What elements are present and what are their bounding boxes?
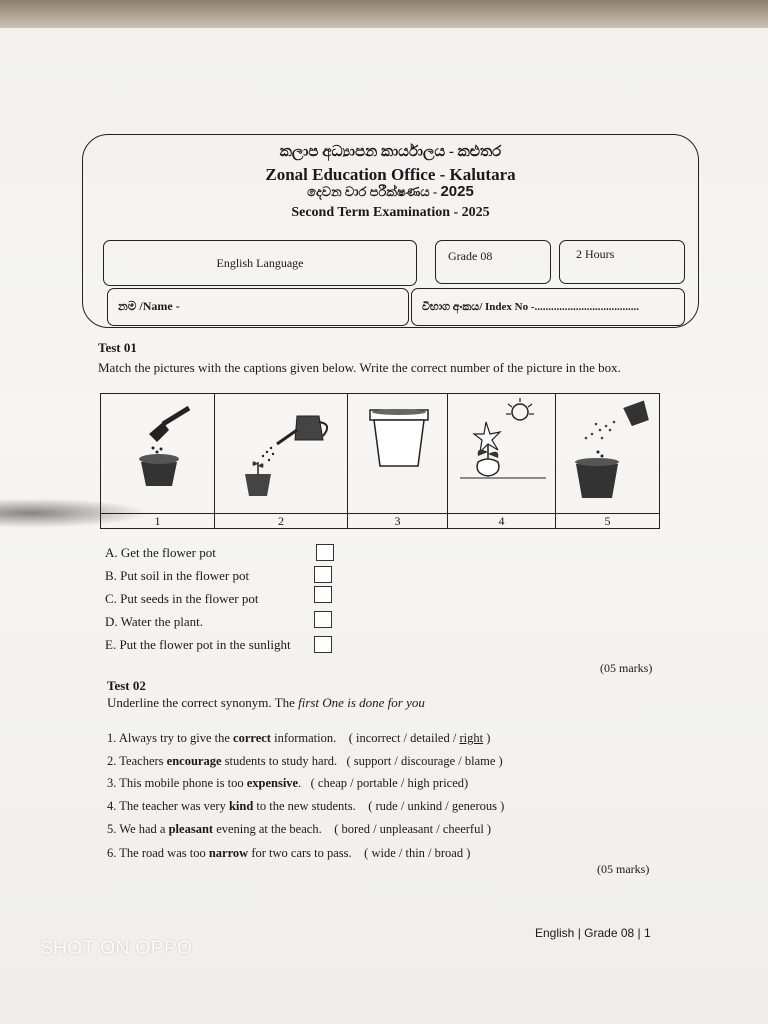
empty-flower-pot-icon	[348, 394, 447, 514]
question-text: Always try to give the	[118, 731, 234, 745]
office-title: Zonal Education Office - Kalutara	[265, 165, 516, 184]
question-text: .	[298, 776, 302, 790]
question-text: evening at the beach.	[213, 822, 322, 836]
sinhala-term-text: දෙවන වාර පරීක්ෂණය -	[307, 184, 438, 199]
question-text: The teacher was very	[119, 799, 229, 813]
duration-label: 2 Hours	[576, 247, 615, 261]
caption-a: A. Get the flower pot	[105, 545, 216, 560]
trowel-soil-pot-icon	[101, 394, 214, 514]
question-text: The road was too	[119, 846, 209, 860]
question-text: This mobile phone is too	[119, 776, 247, 790]
question-number: 2.	[107, 754, 120, 768]
question-number: 5.	[107, 822, 120, 836]
seeds-pot-icon	[556, 394, 659, 514]
exam-year: 2025	[440, 183, 474, 200]
answer-box-a[interactable]	[316, 544, 334, 561]
index-label: විභාග අංකය/ Index No -......................................	[422, 301, 640, 313]
key-word: encourage	[166, 754, 222, 768]
subject-label: English Language	[216, 256, 304, 270]
options: )	[483, 731, 491, 745]
question-number: 1.	[107, 731, 119, 745]
question-text: information.	[270, 731, 337, 745]
exam-title: Second Term Examination - 2025	[291, 205, 490, 220]
caption-d: D. Water the plant.	[105, 614, 203, 629]
key-word: expensive	[246, 776, 299, 790]
picture-number: 2	[215, 513, 347, 528]
index-number-field[interactable]	[411, 288, 685, 326]
instruction-italic: first One is done for you	[298, 695, 425, 710]
key-word: correct	[233, 731, 271, 745]
question-1	[107, 731, 490, 746]
sinhala-office-title: කලාප අධ්‍යාපන කාර්යාලය - කළුතර	[279, 144, 502, 160]
question-number: 6.	[107, 846, 120, 860]
picture-5	[556, 394, 659, 528]
sinhala-term-title	[83, 183, 698, 200]
question-text: for two cars to pass.	[248, 846, 352, 860]
options[interactable]: ( bored / unpleasant / cheerful )	[334, 822, 492, 836]
picture-number: 1	[101, 513, 214, 528]
question-text: students to study hard.	[221, 754, 338, 768]
options[interactable]: ( support / discourage / blame )	[346, 754, 503, 768]
question-2	[107, 754, 503, 769]
page-footer: English | Grade 08 | 1	[535, 926, 651, 940]
key-word: pleasant	[168, 822, 214, 836]
instruction-text: Underline the correct synonym. The	[107, 695, 299, 710]
test2-title: Test 02	[107, 678, 146, 693]
paper-fold-shadow	[0, 498, 150, 528]
subject-box	[103, 240, 417, 286]
question-text: We had a	[119, 822, 169, 836]
picture-number: 5	[556, 513, 659, 528]
grade-box	[435, 240, 551, 284]
answer-box-d[interactable]	[314, 611, 332, 628]
picture-number: 3	[348, 513, 447, 528]
options[interactable]: ( cheap / portable / high priced)	[310, 776, 469, 790]
picture-3	[348, 394, 448, 528]
name-field[interactable]	[107, 288, 409, 326]
underlined-answer: right	[459, 731, 484, 745]
picture-2	[215, 394, 348, 528]
test1-instruction: Match the pictures with the captions given below. Write the correct number of the picture in the box.	[98, 360, 621, 375]
question-5	[107, 822, 491, 837]
test1-title: Test 01	[98, 340, 137, 355]
name-label: නම /Name -	[118, 299, 180, 313]
question-3	[107, 776, 468, 791]
plant-in-sunlight-icon	[448, 394, 555, 514]
answer-box-b[interactable]	[314, 566, 332, 583]
duration-box	[559, 240, 685, 284]
picture-4	[448, 394, 556, 528]
caption-b: B. Put soil in the flower pot	[105, 568, 250, 583]
key-word: kind	[228, 799, 254, 813]
watering-can-icon	[215, 394, 347, 514]
question-text: to the new students.	[253, 799, 356, 813]
test2-instruction	[107, 695, 425, 711]
options: ( incorrect / detailed /	[348, 731, 460, 745]
question-number: 4.	[107, 799, 120, 813]
picture-table	[100, 393, 660, 529]
options[interactable]: ( rude / unkind / generous )	[368, 799, 505, 813]
answer-box-e[interactable]	[314, 636, 332, 653]
test2-marks: (05 marks)	[597, 862, 650, 876]
question-6	[107, 846, 470, 861]
camera-watermark: SHOT ON OPPO	[40, 938, 193, 959]
caption-e: E. Put the flower pot in the sunlight	[105, 637, 291, 652]
picture-number: 4	[448, 513, 555, 528]
answer-box-c[interactable]	[314, 586, 332, 603]
exam-header	[82, 134, 699, 328]
key-word: narrow	[208, 846, 249, 860]
paper-top-edge	[0, 0, 768, 30]
options[interactable]: ( wide / thin / broad )	[364, 846, 471, 860]
question-text: Teachers	[119, 754, 167, 768]
test1-marks: (05 marks)	[600, 661, 653, 675]
question-4	[107, 799, 504, 814]
caption-c: C. Put seeds in the flower pot	[105, 591, 259, 606]
grade-label: Grade 08	[448, 249, 493, 263]
question-number: 3.	[107, 776, 120, 790]
